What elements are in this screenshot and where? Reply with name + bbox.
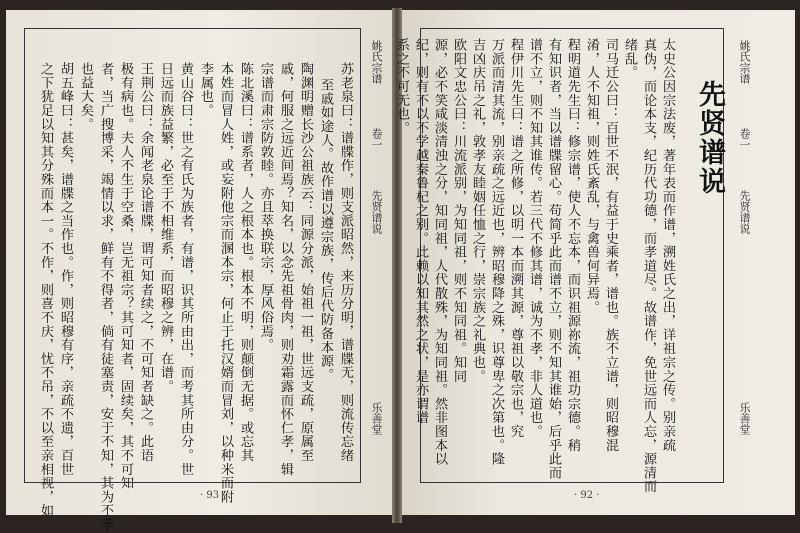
left-col-5: 宗谱而肃宗防敦睦。亦且萃换联宗，厚风俗焉。 xyxy=(258,62,273,352)
left-col-11: 王荆公曰：余闻老泉论谱牒，谓可知者续之，不可知者缺之。此语 xyxy=(138,62,153,463)
right-page-number: · 92 · xyxy=(574,490,600,501)
right-margin-hall: 乐善堂 xyxy=(738,402,751,435)
right-col-4: 司马迁公曰：百世不泯，有益于史乘者，谱也。族不立谱，则昭穆混 xyxy=(603,38,618,452)
left-margin-hall: 乐善堂 xyxy=(370,402,383,435)
right-col-7: 有知识者，当以谱牒留心。苟简乎此而谱不立，则不知其谁始，后乎此而 xyxy=(546,38,561,480)
left-col-14: 也益大矣。 xyxy=(78,62,93,131)
right-col-15: 系之不可无也。 xyxy=(394,38,409,135)
right-col-12: 欧阳文忠公曰：川流派别，为知同祖，则不知同祖。知同 xyxy=(451,38,466,383)
left-col-3: 陶渊明赠长沙公祖族云：同源分派，始祖一祖，世远支疏，原属至 xyxy=(298,62,313,463)
left-col-15: 胡五峰曰：甚矣，谱牒之当作也。作，则昭穆有序，亲疏不遗，百世 xyxy=(58,62,73,476)
left-col-1: 苏老泉曰：谱牒作，则支派昭然，来历分明，谱牒无，则流传忘绪 xyxy=(338,62,353,463)
left-col-16: 之下犹足以知其分殊而本一。不作，则喜不庆，忧不吊，不以至亲相视，如 xyxy=(38,62,53,518)
right-col-3: 绪乱。 xyxy=(622,38,637,80)
left-col-2: 至戚如途人。故作谱以遵宗族，传后代防备本源。 xyxy=(318,78,333,382)
left-margin-book-title: 姚氏宗谱 xyxy=(370,40,383,84)
right-col-6: 程明道先生曰：修宗谱，使人不忘本，而识祖源祢流，祖功宗德。稍 xyxy=(565,38,580,452)
left-col-7: 本姓而冒人姓，或妄附他宗而溷本宗，何止于托汉婿而冒刘，以种米而附 xyxy=(218,62,233,504)
section-title: 先贤谱说 xyxy=(694,80,725,196)
right-col-10: 万派而清其流，别亲疏之远近也，辨昭穆降之殊，识尊卑之次第也。隆 xyxy=(489,38,504,466)
left-col-10: 日远而族益繁，必至于不相维系，而昭穆之辨，在谱。 xyxy=(158,62,173,394)
left-col-13: 者，当广搜博采，竭情以求，鲜有不得者，倘有徒塞责，安于不知，其为不孝 xyxy=(98,62,113,532)
left-page-number: · 93 · xyxy=(200,490,226,501)
left-margin-volume: 卷一 xyxy=(370,128,383,150)
left-col-12: 极有病也。夫人不生于空桑，岂无祖宗？其可知者，固续矣，其不可知 xyxy=(118,62,133,490)
right-margin-book-title: 姚氏宗谱 xyxy=(738,40,751,84)
right-col-11: 吉凶庆吊之礼，敦孝友睦姻任恤之行，崇宗族之礼典也。 xyxy=(470,38,485,383)
right-col-9: 程伊川先生曰：谱之所修，以明一本而溯其源，尊祖以敬宗也，究 xyxy=(508,38,523,439)
right-col-8: 谱不立，则不知其谁传。若三代不修其谱，诚为不孝，非人道也。 xyxy=(527,38,542,439)
right-col-1: 太史公因宗法废，著年表而作谱，溯姓氏之出，详祖宗之传。别亲疏 xyxy=(660,38,675,452)
left-col-9: 黄山谷曰：世之有氏为族者，有谱，识其所由出，而考其所由分。世 xyxy=(178,62,193,476)
left-col-4: 戚，何服之远近间焉？知名，以念先祖骨肉，则劝霜露而怀仁孝，辑 xyxy=(278,62,293,476)
left-margin-section: 先贤谱说 xyxy=(370,190,383,234)
left-col-8: 李属也。 xyxy=(198,62,213,118)
right-col-2: 真伪，而论本支，纪历代功德，而孝道尽。故谱作，免世远而人忘，源清而 xyxy=(641,38,656,494)
right-col-5: 淆，人不知祖，则姓氏紊乱，与禽兽何异焉。 xyxy=(584,38,599,314)
right-margin-volume: 卷一 xyxy=(738,128,751,150)
right-col-13: 源，必不笑咸淡清浊之分，知同祖，人代散殊，为知同祖。然非图本以 xyxy=(432,38,447,466)
right-col-14: 纪，则有不以不学越秦鲁杞之别。此赖以知其然之状，是亦谓谱 xyxy=(413,38,428,425)
left-col-6: 陈北溪曰：谱系者，人之根本也。根本不明，则颠倒无据。或忘其 xyxy=(238,62,253,463)
right-margin-section: 先贤谱说 xyxy=(738,190,751,234)
